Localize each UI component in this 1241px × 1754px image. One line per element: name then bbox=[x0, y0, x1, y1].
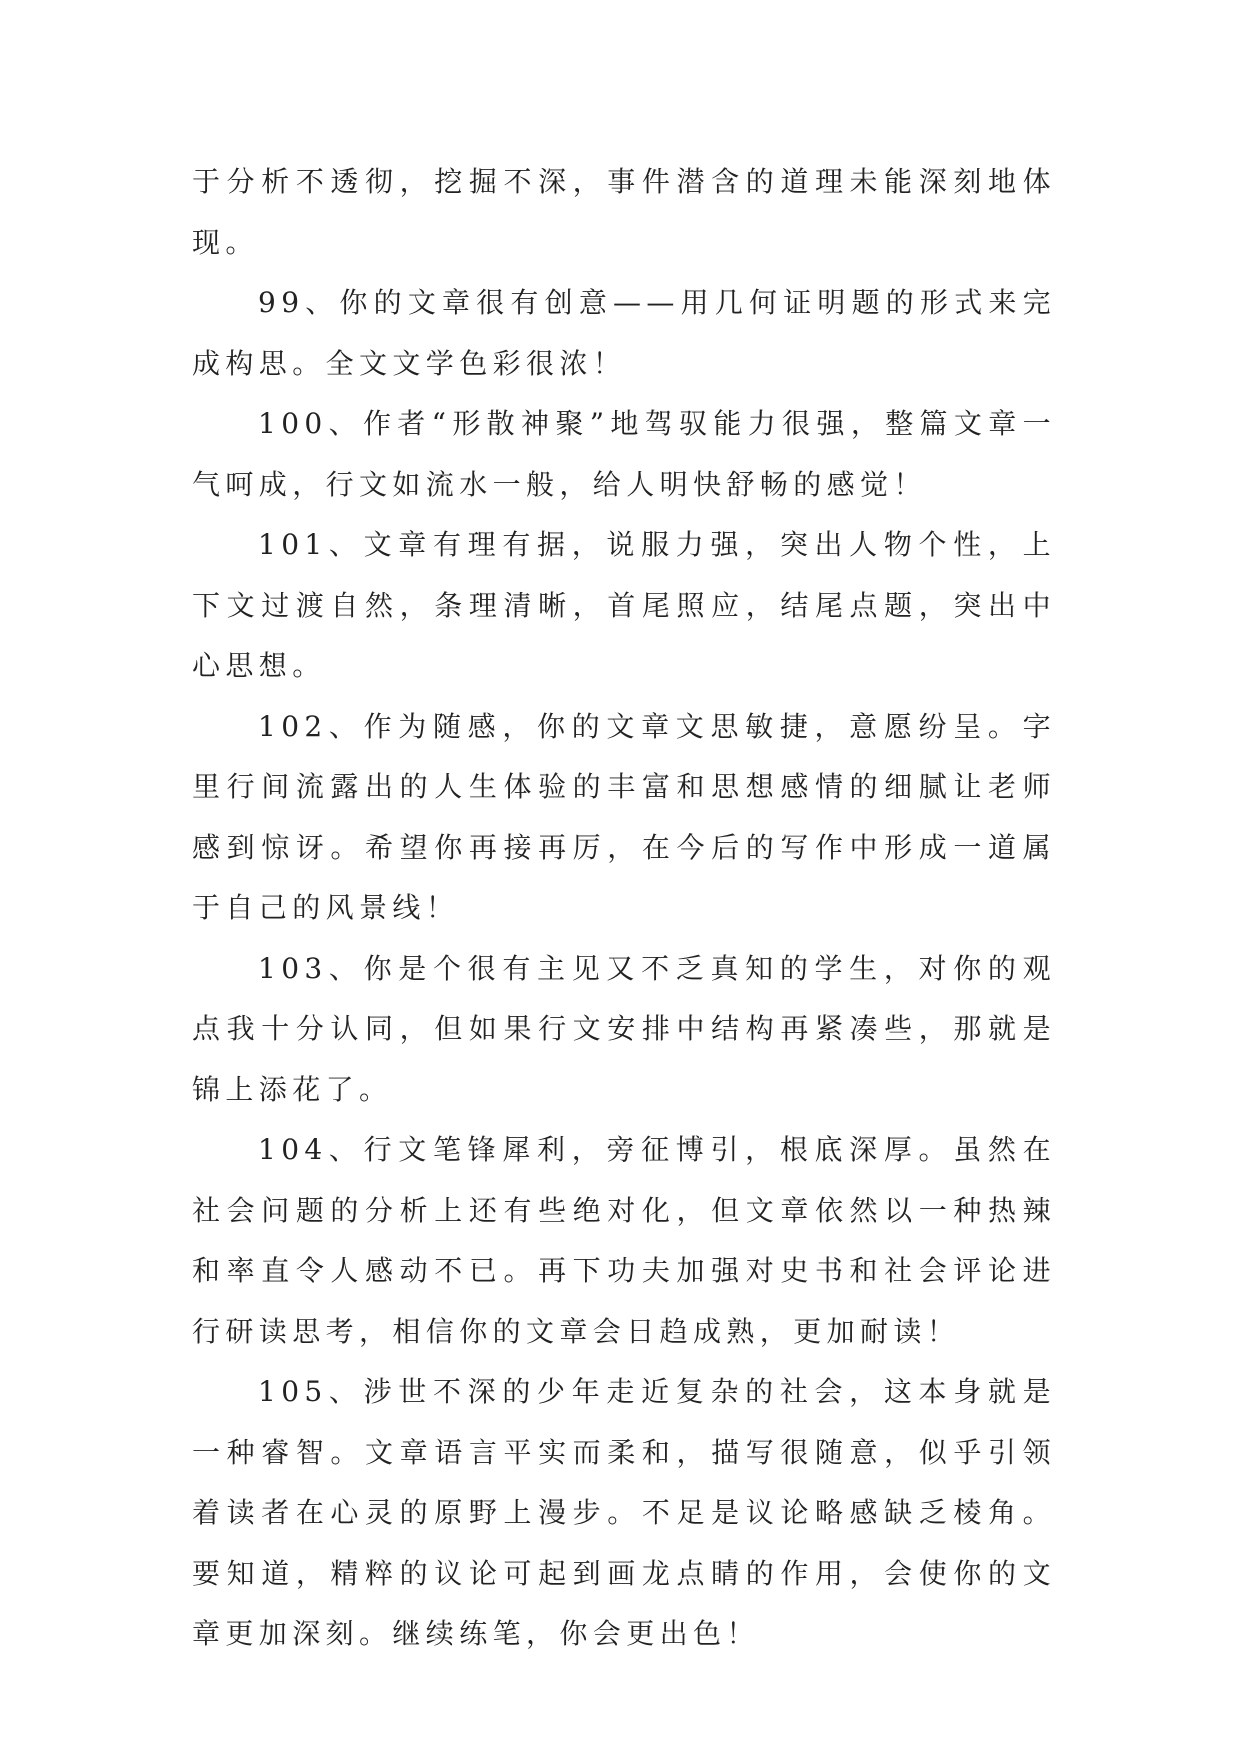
paragraph-continuation: 于分析不透彻，挖掘不深，事件潜含的道理未能深刻地体现。 bbox=[192, 165, 1056, 259]
paragraph-comment-103: 103、你是个很有主见又不乏真知的学生，对你的观点我十分认同，但如果行文安排中结构再紧凑些，那就是锦上添花了。 bbox=[192, 951, 1056, 1106]
paragraph-comment-102: 102、作为随感，你的文章文思敏捷，意愿纷呈。字里行间流露出的人生体验的丰富和思想感情的细腻让老师感到惊讶。希望你再接再厉，在今后的写作中形成一道属于自己的风景线！ bbox=[192, 709, 1056, 924]
paragraph-comment-100: 100、作者“形散神聚”地驾驭能力很强，整篇文章一气呵成，行文如流水一般，给人明快舒畅的感觉！ bbox=[192, 407, 1056, 501]
paragraph-comment-101: 101、文章有理有据，说服力强，突出人物个性，上下文过渡自然，条理清晰，首尾照应，结尾点题，突出中心思想。 bbox=[192, 528, 1056, 682]
paragraph-comment-99: 99、你的文章很有创意——用几何证明题的形式来完成构思。全文文学色彩很浓！ bbox=[192, 286, 1056, 380]
document-body bbox=[192, 152, 1056, 1665]
paragraph-comment-104: 104、行文笔锋犀利，旁征博引，根底深厚。虽然在社会问题的分析上还有些绝对化，但文章依然以一种热辣和率直令人感动不已。再下功夫加强对史书和社会评论进行研读思考，相信你的文章会日趋成熟，更加耐读！ bbox=[192, 1133, 1056, 1348]
paragraph-comment-105: 105、涉世不深的少年走近复杂的社会，这本身就是一种睿智。文章语言平实而柔和，描写很随意，似乎引领着读者在心灵的原野上漫步。不足是议论略感缺乏棱角。要知道，精粹的议论可起到画龙点睛的作用，会使你的文章更加深刻。继续练笔，你会更出色！ bbox=[192, 1375, 1056, 1650]
